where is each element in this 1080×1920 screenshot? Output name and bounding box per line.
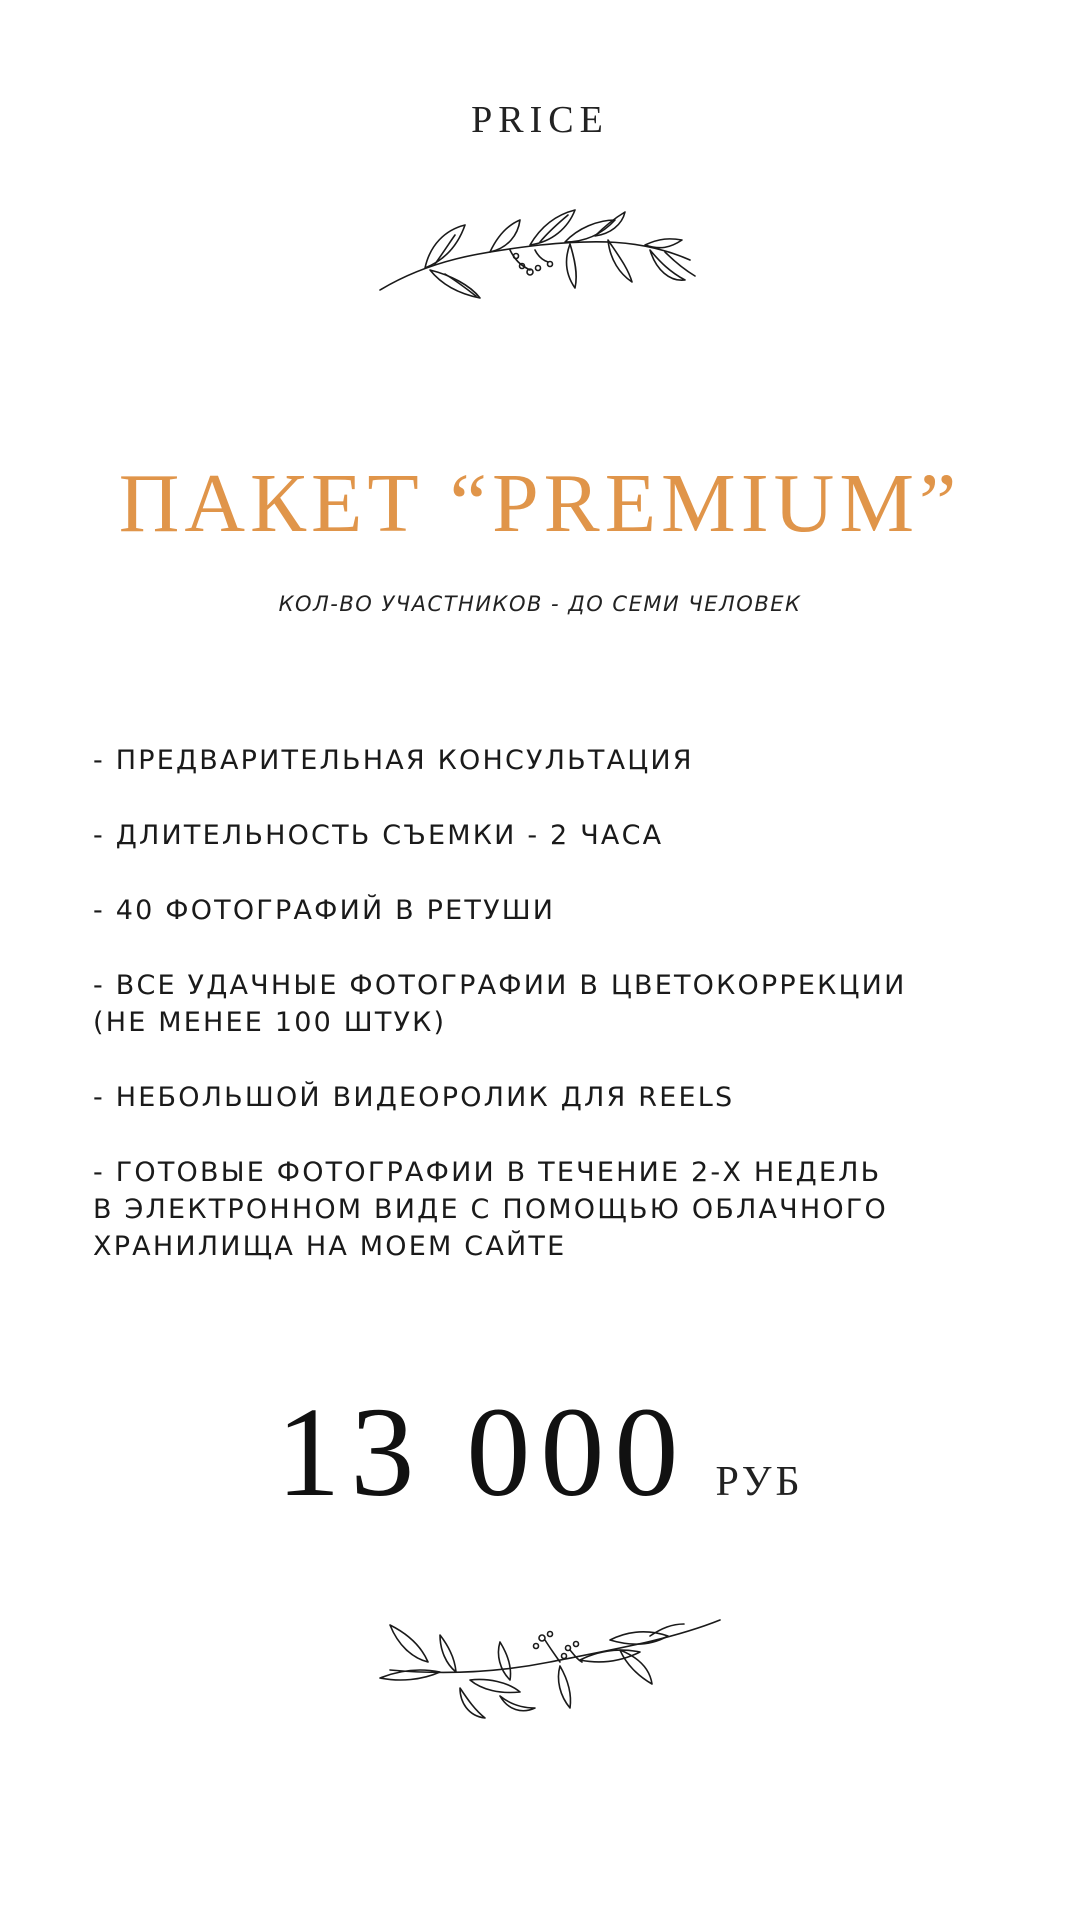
top-olive-branch-icon: [0, 190, 1080, 320]
feature-item: - 40 ФОТОГРАФИЙ В РЕТУШИ: [93, 895, 556, 926]
feature-item: - ДЛИТЕЛЬНОСТЬ СЪЕМКИ - 2 ЧАСА: [93, 820, 664, 851]
feature-item: - ПРЕДВАРИТЕЛЬНАЯ КОНСУЛЬТАЦИЯ: [93, 745, 694, 776]
header-label: PRICE: [471, 99, 609, 141]
price-currency: РУБ: [715, 1459, 804, 1505]
feature-item: - НЕБОЛЬШОЙ ВИДЕОРОЛИК ДЛЯ REELS: [93, 1082, 735, 1113]
package-title: ПАКЕТ “PREMIUM”: [118, 457, 962, 550]
price-amount: 13 000: [276, 1381, 689, 1523]
feature-item: - ГОТОВЫЕ ФОТОГРАФИИ В ТЕЧЕНИЕ 2-Х НЕДЕЛЬ В ЭЛЕКТРОННОМ ВИДЕ С ПОМОЩЬЮ ОБЛАЧНОГО ХРАНИЛИЩА НА МОЕМ САЙТЕ: [93, 1157, 888, 1262]
feature-item: - ВСЕ УДАЧНЫЕ ФОТОГРАФИИ В ЦВЕТОКОРРЕКЦИИ (НЕ МЕНЕЕ 100 ШТУК): [93, 970, 907, 1038]
feature-list: [93, 742, 993, 1303]
package-subtitle: КОЛ-ВО УЧАСТНИКОВ - ДО СЕМИ ЧЕЛОВЕК: [278, 592, 802, 616]
price-row: [0, 1381, 1080, 1523]
bottom-olive-branch-icon: [0, 1600, 1080, 1730]
